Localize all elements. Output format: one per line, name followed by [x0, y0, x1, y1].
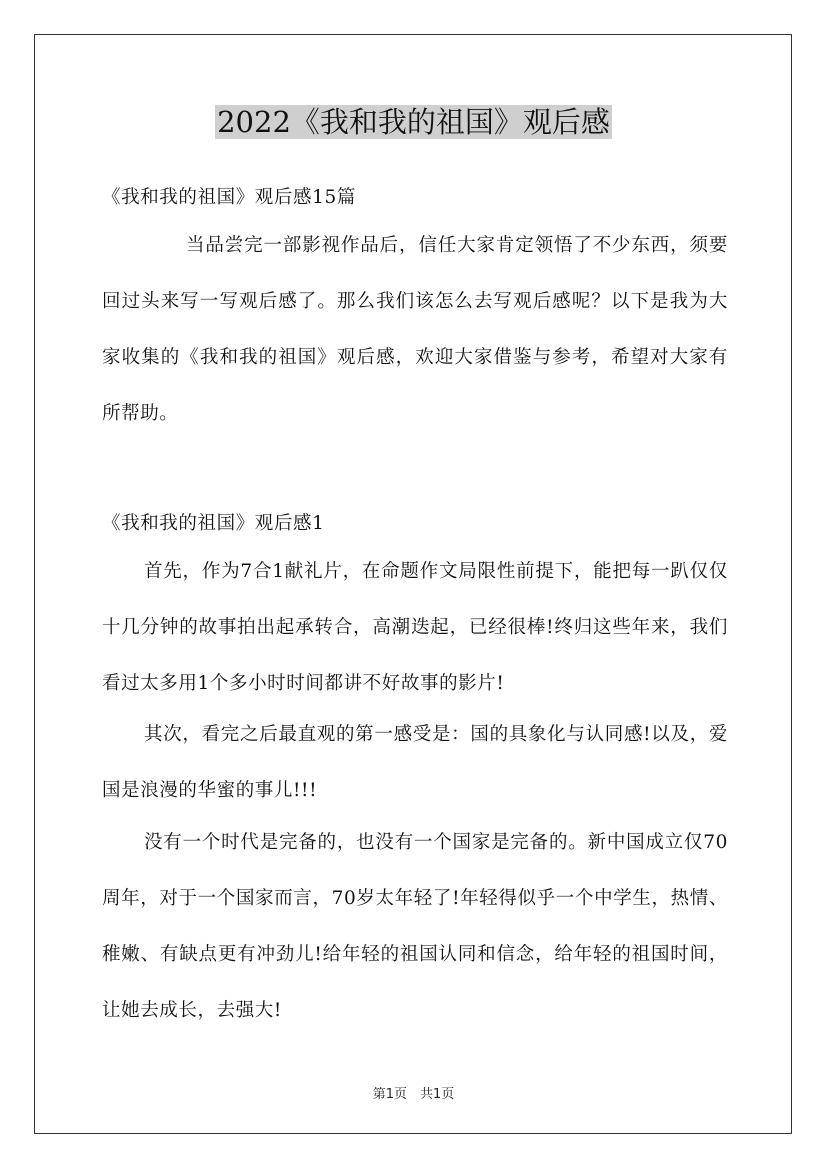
body-paragraph-1: 首先，作为7合1献礼片，在命题作文局限性前提下，能把每一趴仅仅十几分钟的故事拍出起承转合，高潮迭起，已经很棒!终归这些年来，我们看过太多用1个多小时时间都讲不好故事的影片! — [102, 561, 728, 694]
document-title — [0, 100, 827, 144]
document-title-text: 2022《我和我的祖国》观后感 — [217, 105, 610, 139]
document-subtitle: 《我和我的祖国》观后感15篇 — [102, 187, 356, 208]
intro-paragraph: 当品尝完一部影视作品后，信任大家肯定领悟了不少东西，须要回过头来写一写观后感了。那么我们该怎么去写观后感呢？以下是我为大家收集的《我和我的祖国》观后感，欢迎大家借鉴与参考，希望对大家有所帮助。 — [102, 235, 728, 424]
body-paragraph-2: 其次，看完之后最直观的第一感受是：国的具象化与认同感!以及，爱国是浪漫的华蜜的事儿!!! — [102, 724, 728, 801]
body-paragraph-3: 没有一个时代是完备的，也没有一个国家是完备的。新中国成立仅70周年，对于一个国家而言，70岁太年轻了!年轻得似乎一个中学生，热情、稚嫩、有缺点更有冲劲儿!给年轻的祖国认同和信念，给年轻的祖国时间，让她去成长，去强大! — [102, 832, 728, 1021]
page-footer: 第1页 共1页 — [372, 1087, 455, 1102]
section-heading: 《我和我的祖国》观后感1 — [102, 513, 325, 534]
